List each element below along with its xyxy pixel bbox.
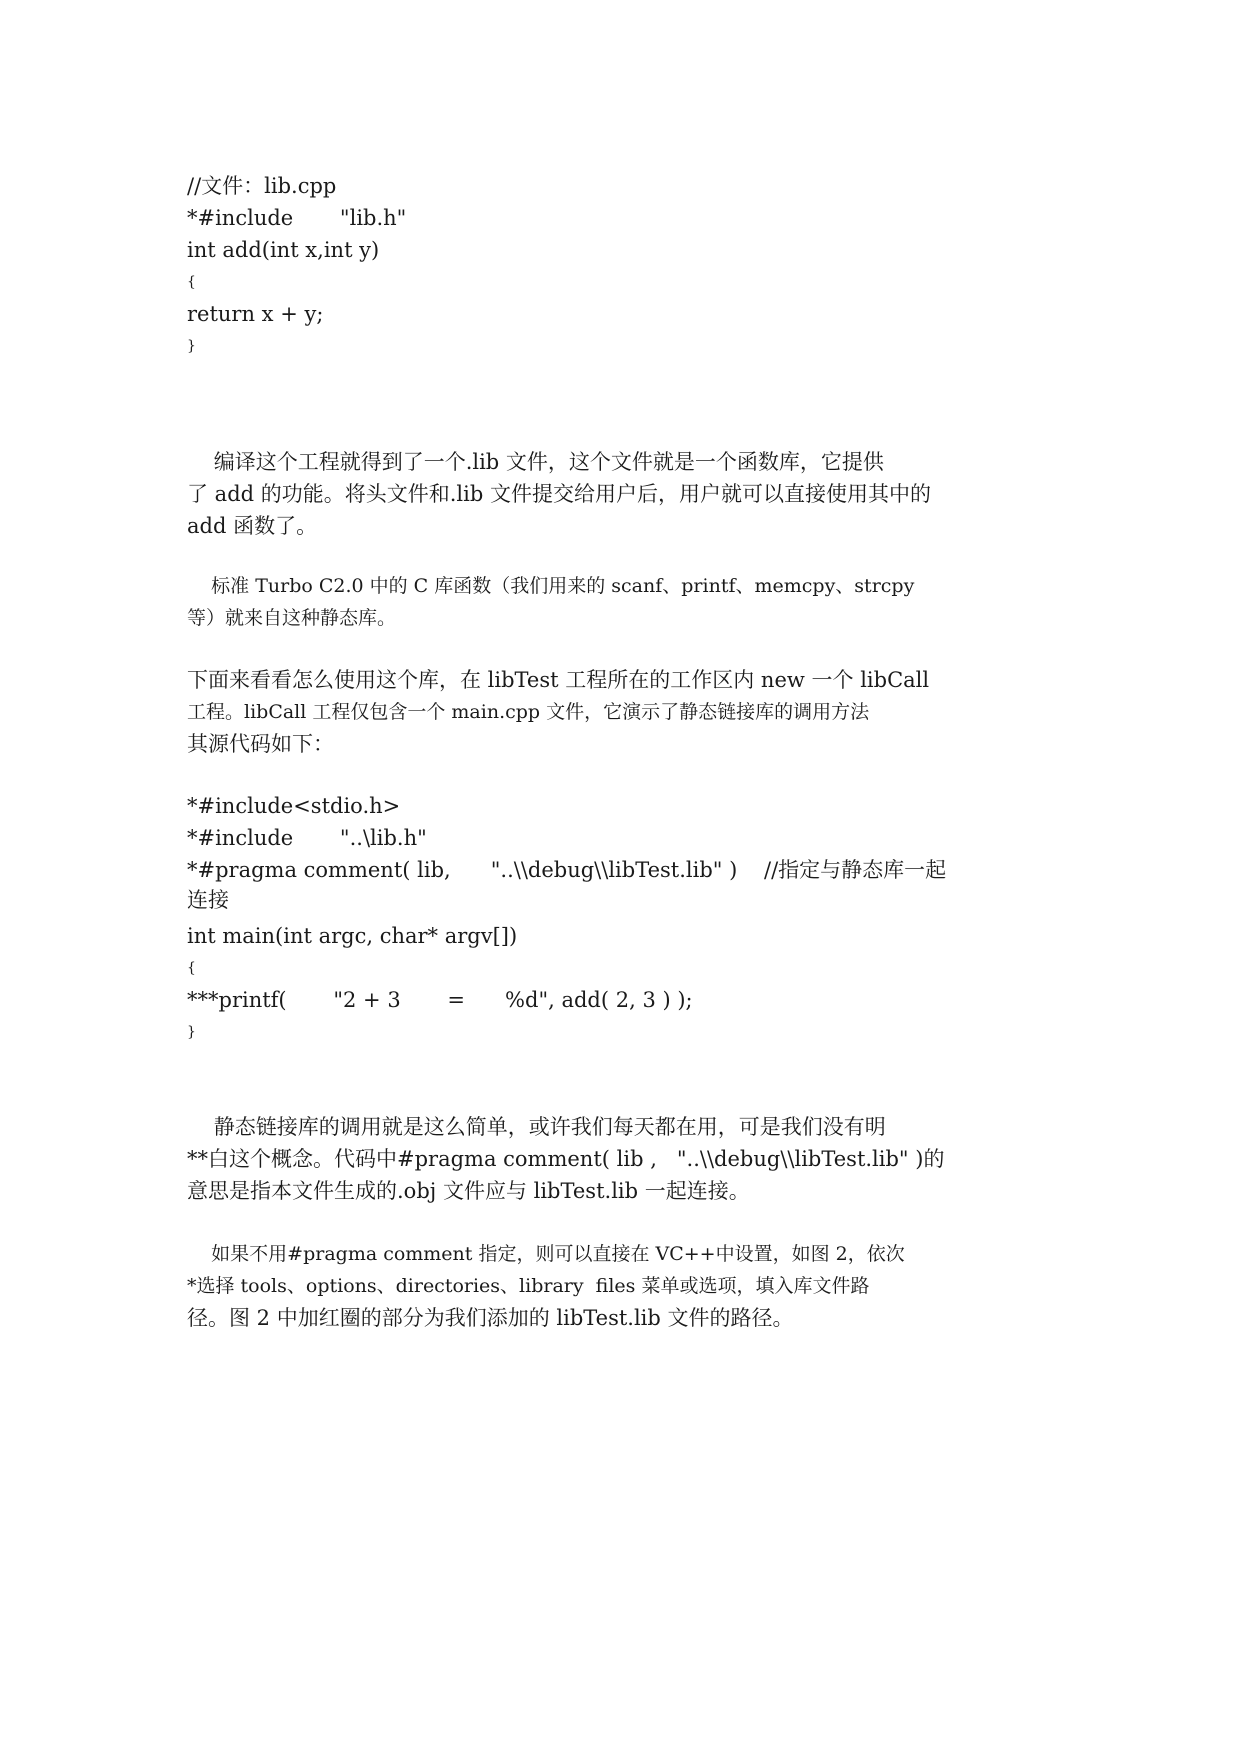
code-line: } — [187, 338, 196, 354]
text-line: 其源代码如下： — [187, 732, 334, 756]
code-block-main-cpp — [187, 790, 946, 1048]
code-block-lib-cpp — [187, 170, 406, 362]
text-line: 意思是指本文件生成的.obj 文件应与 libTest.lib 一起连接。 — [187, 1179, 750, 1203]
text-line: 标准 Turbo C2.0 中的 C 库函数（我们用来的 scanf、printf、memcpy、strcpy — [187, 575, 915, 597]
text-line: 工程。libCall 工程仅包含一个 main.cpp 文件，它演示了静态链接库的调用方法 — [187, 701, 870, 723]
code-line: *#include "lib.h" — [187, 206, 407, 230]
text-line: **白这个概念。代码中#pragma comment( lib , "..\\debug\\libTest.lib" )的 — [187, 1147, 945, 1171]
paragraph-vc-settings — [187, 1238, 1107, 1334]
code-line: return x + y; — [187, 302, 324, 326]
code-line: 连接 — [187, 888, 229, 912]
paragraph-compile-lib — [187, 446, 1107, 542]
text-line: *选择 tools、options、directories、library files 菜单或选项，填入库文件路 — [187, 1275, 870, 1297]
text-line: add 函数了。 — [187, 514, 318, 538]
code-line: int main(int argc, char* argv[]) — [187, 924, 518, 948]
text-line: 编译这个工程就得到了一个.lib 文件，这个文件就是一个函数库，它提供 — [187, 450, 884, 474]
paragraph-turbo-c — [187, 570, 1107, 634]
text-line: 等）就来自这种静态库。 — [187, 607, 397, 629]
code-line: { — [187, 960, 196, 976]
paragraph-libcall-intro — [187, 664, 1107, 760]
code-line: *#include "..\lib.h" — [187, 826, 427, 850]
code-line: //文件：lib.cpp — [187, 174, 337, 198]
text-line: 如果不用#pragma comment 指定，则可以直接在 VC++中设置，如图 2，依次 — [187, 1243, 905, 1265]
paragraph-static-call — [187, 1111, 1107, 1207]
text-line: 下面来看看怎么使用这个库，在 libTest 工程所在的工作区内 new 一个 libCall — [187, 668, 930, 692]
code-line: ***printf( "2 + 3 = %d", add( 2, 3 ) ); — [187, 988, 693, 1012]
text-line: 了 add 的功能。将头文件和.lib 文件提交给用户后，用户就可以直接使用其中的 — [187, 482, 931, 506]
text-line: 静态链接库的调用就是这么简单，或许我们每天都在用，可是我们没有明 — [187, 1115, 886, 1139]
code-line: *#include<stdio.h> — [187, 794, 401, 818]
code-line: { — [187, 274, 196, 290]
code-line: } — [187, 1024, 196, 1040]
code-line: int add(int x,int y) — [187, 238, 380, 262]
code-line: *#pragma comment( lib, "..\\debug\\libTest.lib" ) //指定与静态库一起 — [187, 858, 947, 882]
text-line: 径。图 2 中加红圈的部分为我们添加的 libTest.lib 文件的路径。 — [187, 1306, 794, 1330]
